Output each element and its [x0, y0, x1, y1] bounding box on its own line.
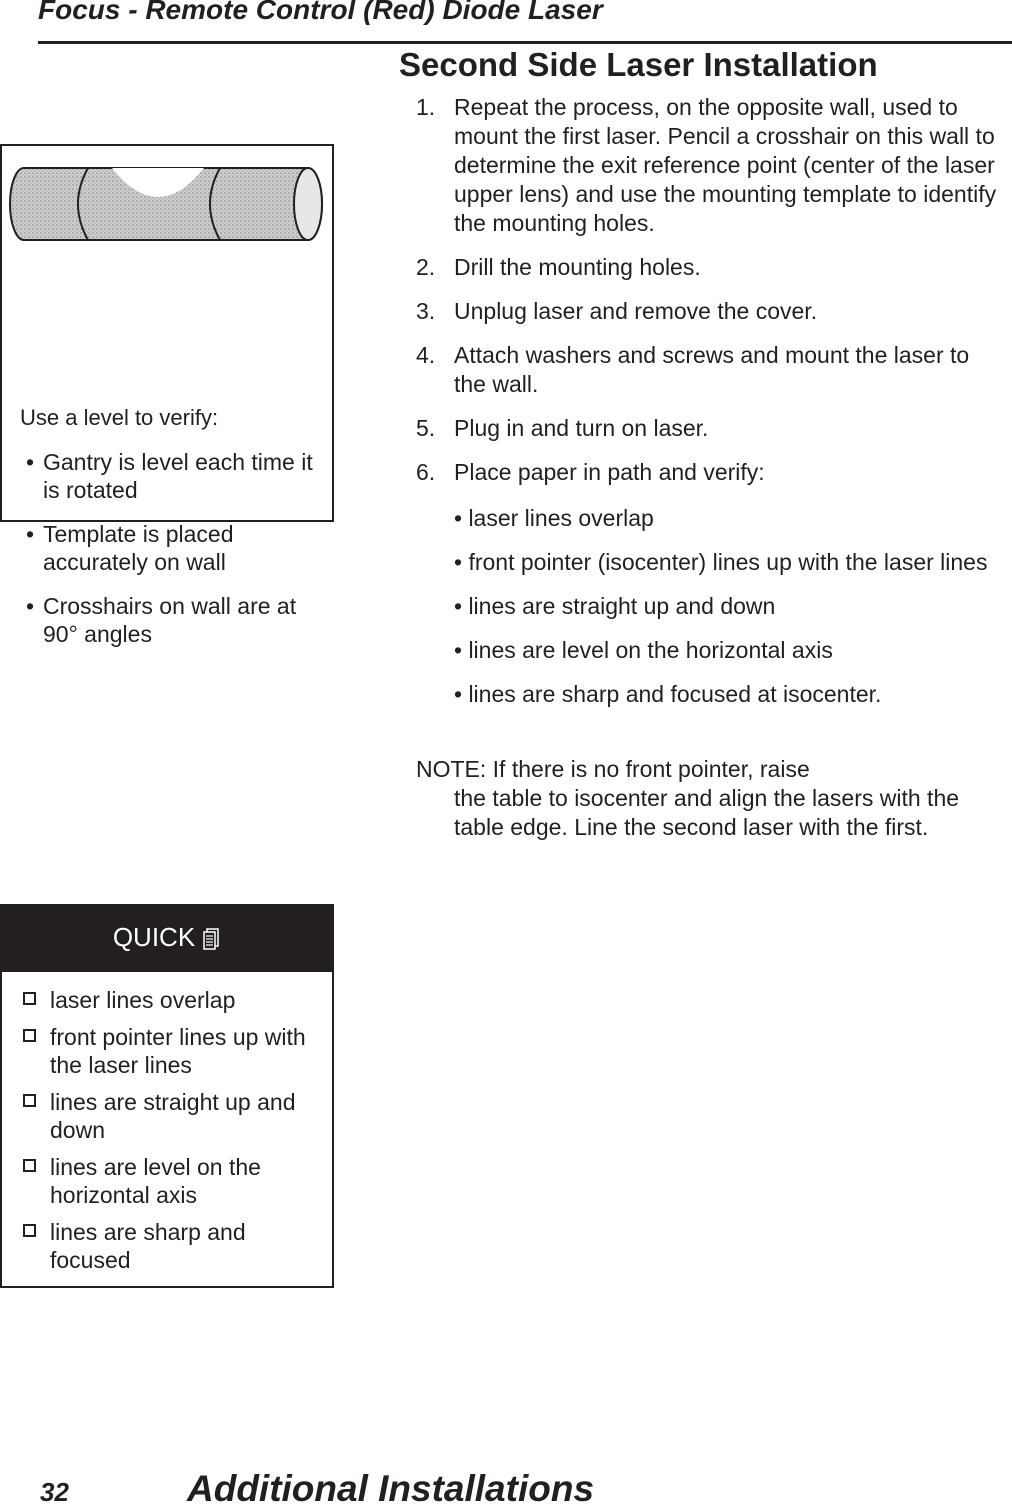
step-text: Unplug laser and remove the cover. [454, 298, 818, 324]
verify-bullet: • lines are straight up and down [454, 593, 776, 619]
header-rule [38, 41, 1012, 44]
step-number: 2. [416, 254, 436, 280]
checkbox-icon[interactable] [23, 1159, 36, 1172]
step-number: 1. [416, 94, 436, 120]
level-check-item: • Gantry is level each time it is rotated [26, 449, 313, 503]
step-item [416, 458, 1006, 487]
section-title: Second Side Laser Installation [399, 46, 878, 83]
verify-bullet-list [454, 504, 1004, 724]
page-number: 32 [40, 1477, 69, 1507]
quick-header [2, 906, 332, 972]
verify-bullet: • laser lines overlap [454, 505, 654, 531]
quick-check-text: lines are sharp and focused [50, 1219, 246, 1273]
note-body: the table to isocenter and align the lasers with the table edge. Line the second laser with the first. [454, 785, 960, 840]
step-item [416, 93, 1006, 238]
footer-title: Additional Installations [187, 1468, 595, 1509]
spirit-level-icon [8, 164, 328, 242]
note-first-line: NOTE: If there is no front pointer, raise [416, 756, 810, 782]
quick-checklist-box [0, 904, 334, 1288]
quick-check-item [22, 1023, 322, 1079]
checkbox-icon[interactable] [23, 1094, 36, 1107]
quick-check-list [22, 986, 322, 1283]
step-number: 4. [416, 342, 436, 368]
level-intro: Use a level to verify: [20, 405, 219, 430]
header-title: Focus - Remote Control (Red) Diode Laser [38, 0, 603, 25]
level-check-item: • Template is placed accurately on wall [26, 521, 234, 575]
clipboard-icon [201, 927, 221, 951]
step-item [416, 253, 1006, 282]
step-text: Attach washers and screws and mount the laser to the wall. [454, 342, 970, 397]
step-item [416, 297, 1006, 326]
quick-check-text: front pointer lines up with the laser lines [50, 1024, 306, 1078]
note [416, 755, 1006, 842]
step-number: 6. [416, 459, 436, 485]
step-number: 3. [416, 298, 436, 324]
quick-check-text: lines are level on the horizontal axis [50, 1154, 261, 1208]
level-check-text: Gantry is level each time it is rotated [43, 449, 313, 503]
quick-title: QUICK [112, 922, 196, 952]
quick-check-item [22, 1218, 322, 1274]
level-tip-box [0, 144, 334, 647]
step-text: Drill the mounting holes. [454, 254, 701, 280]
level-check-text: Template is placed accurately on wall [43, 521, 234, 575]
level-check-text: Crosshairs on wall are at 90° angles [43, 593, 297, 647]
checkbox-icon[interactable] [23, 992, 36, 1005]
checkbox-icon[interactable] [23, 1029, 36, 1042]
verify-bullet: • front pointer (isocenter) lines up with the laser lines [454, 549, 988, 575]
checkbox-icon[interactable] [23, 1224, 36, 1237]
quick-check-text: laser lines overlap [50, 987, 236, 1013]
level-check-item: • Crosshairs on wall are at 90° angles [26, 593, 297, 647]
installation-steps [416, 93, 1006, 502]
verify-bullet: • lines are sharp and focused at isocenter. [454, 681, 882, 707]
level-check-list [26, 448, 326, 664]
quick-check-item [22, 1153, 322, 1209]
quick-check-item [22, 1088, 322, 1144]
step-text: Plug in and turn on laser. [454, 415, 709, 441]
verify-bullet: • lines are level on the horizontal axis [454, 637, 833, 663]
quick-check-text: lines are straight up and down [50, 1089, 296, 1143]
step-item [416, 341, 1006, 399]
quick-check-item [22, 986, 322, 1014]
step-text: Repeat the process, on the opposite wall, used to mount the first laser. Pencil a crosshair on this wall to determine the exit reference point (center of the laser upper lens) and use the mounting template to identify the mounting holes. [454, 94, 997, 236]
step-text: Place paper in path and verify: [454, 459, 765, 485]
step-item [416, 414, 1006, 443]
step-number: 5. [416, 415, 436, 441]
